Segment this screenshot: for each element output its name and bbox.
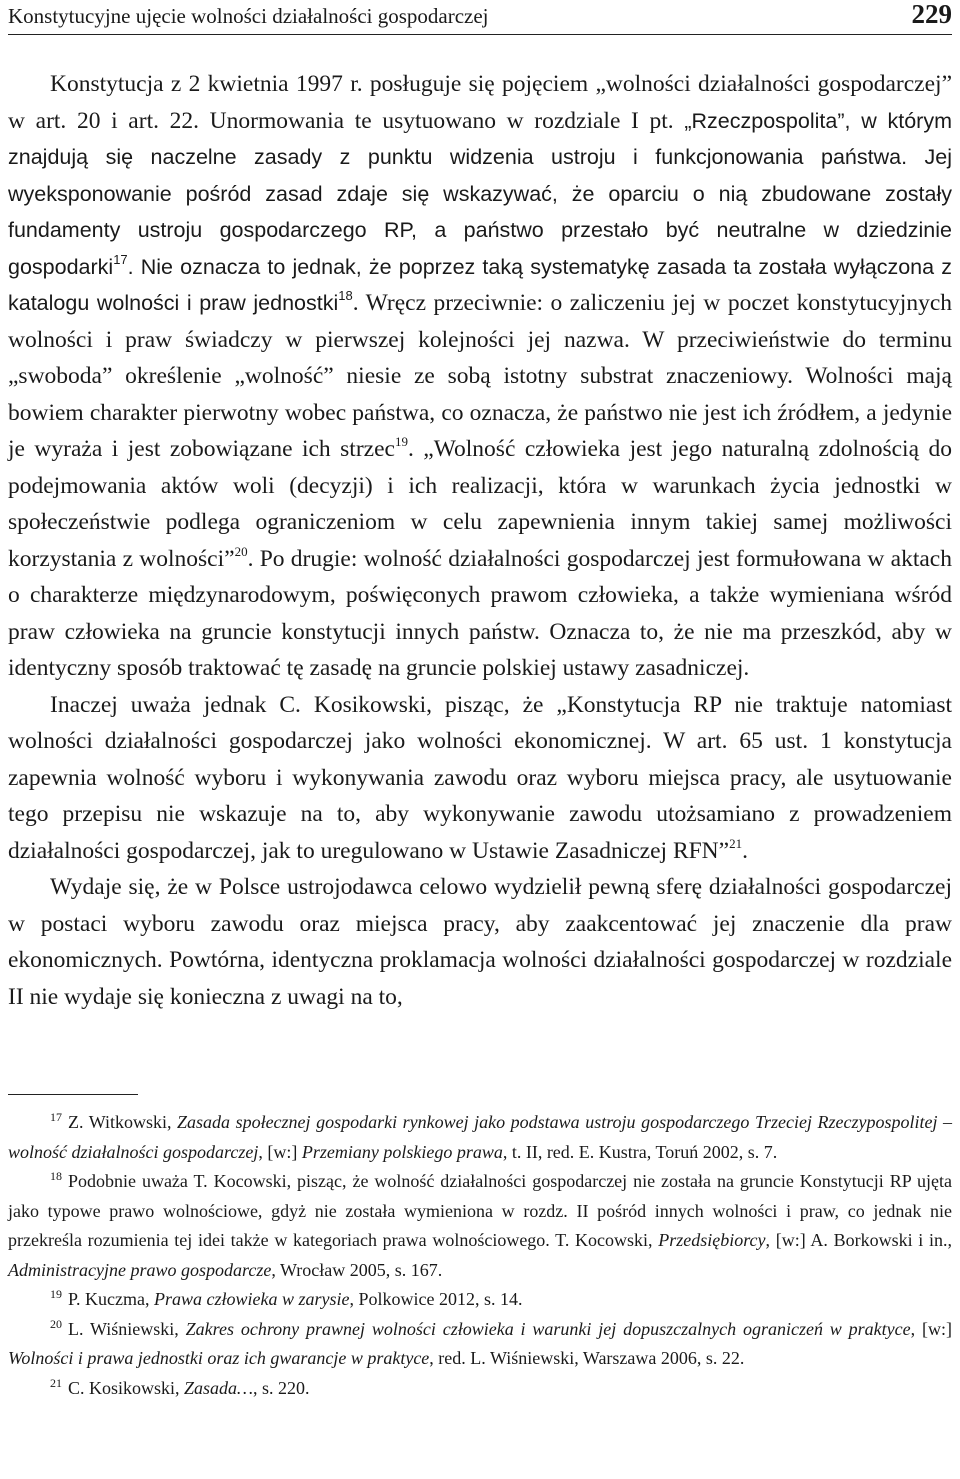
footnote-title: Wolności i prawa jednostki oraz ich gwarancje w praktyce <box>8 1348 430 1368</box>
running-title: Konstytucyjne ujęcie wolności działalności gospodarczej <box>8 4 489 28</box>
text-run: . „Wolność człowieka jest jego naturalną zdolnością do podejmowania aktów woli (decyzji) i ich realizacji, która w warunkach życia jednostki w społeczeństwie podlega ograniczeniom w celu zapewnienia innym takiej samej możliwości korzystania z wolności” <box>8 436 952 572</box>
footnote-text: P. Kuczma, <box>68 1289 154 1309</box>
paragraph-1: Konstytucja z 2 kwietnia 1997 r. posługuje się pojęciem „wolności działalności gospodarczej” w art. 20 i art. 22. Unormowania te usytuowano w rozdziale I pt. „Rzeczpospolita”, w którym znajdują się naczelne zasady z punktu widzenia ustroju i funkcjonowania państwa. Jej wyeksponowanie pośród zasad zdaje się wskazywać, że oparciu o nią zbudowane zostały fundamenty ustroju gospodarczego RP, a państwo przestało być neutralne w dziedzinie gospodarki$^{17}$. Nie oznacza to jednak, że poprzez taką systematykę zasada ta została wyłączona z katalogu wolności i praw jednostki$^{18}$. Wręcz przeciwnie: o zaliczeniu jej w poczet konstytucyjnych wolności i praw świadczy w pierwszej kolejności jej nazwa. W przeciwieństwie do terminu „swoboda” określenie „wolność” niesie ze sobą istotny substrat znaczeniowy. Wolności mają bowiem charakter pierwotny wobec państwa, co oznacza, że państwo nie jest ich źródłem, a jedynie je wyraża i jest zobowiązane ich strzec$^{19}$. „Wolność człowieka jest jego naturalną zdolnością do podejmowania aktów woli (decyzji) i ich realizacji, która w warunkach życia jednostki w społeczeństwie podlega ograniczeniom w celu zapewnienia innym takiej samej możliwości korzystania z wolności”$^{20}$. Po drugie: wolność działalności gospodarczej jest formułowana w aktach o charakterze międzynarodowym, poświęconych prawom człowieka, a także wymieniana wśród praw człowieka na gruncie konstytucji innych państw. Oznacza to, że nie ma przeszkód, aby w identyczny sposób traktować tę zasadę na gruncie polskiej ustawy zasadniczej. <box>8 71 953 681</box>
footnote-number: 19 <box>50 1287 62 1301</box>
footnote-text: , red. L. Wiśniewski, Warszawa 2006, s. 22. <box>429 1348 745 1368</box>
footnote-text: , [w:] <box>258 1141 302 1162</box>
footnote-number: 18 <box>50 1169 62 1183</box>
footnote-separator <box>8 1094 138 1095</box>
footnote-text: , Polkowice 2012, s. 14. <box>349 1289 523 1309</box>
text-run: Wydaje się, że w Polsce ustrojodawca celowo wydzielił pewną sferę działalności gospodarczej w postaci wyboru zawodu oraz miejsca pracy, aby zaakcentować jej znaczenie dla praw ekonomicznych. Powtórna, identyczna proklamacja wolności działalności gospodarczej w rozdziale II nie wydaje się konieczna z uwagi na to, <box>8 874 952 1010</box>
paragraph-3 <box>8 869 952 1015</box>
text-run: . <box>742 837 748 864</box>
page-number: 229 <box>911 0 952 29</box>
paragraph-2 <box>8 687 952 870</box>
footnote-text: , t. II, red. E. Kustra, Toruń 2002, s. 7. <box>502 1141 778 1162</box>
footnote-title: Zakres ochrony prawnej wolności człowieka i warunki jej dopuszczalnych ograniczeń w praktyce <box>185 1318 911 1339</box>
footnote-18 <box>8 1167 952 1285</box>
main-text <box>8 66 952 1015</box>
footnote-17 <box>8 1108 952 1167</box>
footnote-ref-18: 18 <box>338 288 353 304</box>
footnote-text: Z. Witkowski, <box>68 1112 178 1132</box>
footnote-number: 17 <box>50 1110 62 1124</box>
footnote-ref-21: 21 <box>729 835 743 851</box>
footnote-title: Administracyjne prawo gospodarcze <box>8 1259 272 1280</box>
footnote-19 <box>8 1285 952 1315</box>
text-run: Konstytucja z 2 kwietnia 1997 r. posługuje się pojęciem „wolności działalności gospodarczej” w art. 20 i art. 22. Unormowania te usytuowano w rozdziale I pt. <box>8 71 952 134</box>
footnote-21 <box>8 1374 952 1404</box>
text-run: Nie oznacza to jednak, że poprzez taką systematykę zasada ta została wyłączona z katalogu wolności i praw jednostki <box>8 254 953 315</box>
footnote-20 <box>8 1315 952 1374</box>
footnote-title: Przemiany polskiego prawa <box>301 1141 503 1162</box>
footnote-text: , s. 220. <box>253 1377 310 1398</box>
page-header <box>8 0 952 35</box>
footnote-title: Prawa człowieka w zarysie <box>153 1289 350 1309</box>
text-run: . Po drugie: wolność działalności gospodarczej jest formułowana w aktach o charakterze międzynarodowym, poświęconych prawom człowieka, a także wymieniana wśród praw człowieka na gruncie konstytucji innych państw. Oznacza to, że nie ma przeszkód, aby w identyczny sposób traktować tę zasadę na gruncie polskiej ustawy zasadniczej. <box>8 545 952 681</box>
footnote-number: 20 <box>50 1316 62 1331</box>
footnote-title: Zasada… <box>184 1377 254 1398</box>
footnote-text: , Wrocław 2005, s. 167. <box>271 1259 443 1280</box>
footnote-title: Przedsiębiorcy <box>658 1230 766 1250</box>
text-run: Inaczej uważa jednak C. Kosikowski, pisząc, że „Konstytucja RP nie traktuje natomiast wolności działalności gospodarczej jako wolności ekonomicznej. W art. 65 ust. 1 konstytucja zapewnia wolność wyboru i wykonywania zawodu oraz wyboru miejsca pracy, ale usytuowanie tego przepisu nie wskazuje na to, aby wykonywanie zawodu utożsamiano z prowadzeniem działalności gospodarczej, jak to uregulowano w Ustawie Zasadniczej RFN” <box>8 691 952 864</box>
footnote-ref-17: 17 <box>113 251 128 267</box>
footnote-title: Zasada społecznej gospodarki rynkowej jako podstawa ustroju gospodarczego Trzeciej Rzeczypospolitej – wolność działalności gospodarczej <box>8 1112 952 1162</box>
footnote-text: , [w:] A. Borkowski i in., <box>765 1230 952 1250</box>
footnote-ref-20: 20 <box>234 543 248 559</box>
footnote-text: Podobnie uważa T. Kocowski, pisząc, że wolność działalności gospodarczej nie została na gruncie Konstytucji RP ujęta jako typowe prawo wolnościowe, gdyż nie została wymieniona w rozdz. II pośród innych wolności i praw, co jednak nie przekreśla rozumienia tej idei także w kategoriach prawa wolnościowego. T. Kocowski, <box>8 1171 952 1250</box>
text-run: . Wręcz przeciwnie: o zaliczeniu jej w poczet konstytucyjnych wolności i praw świadczy w pierwszej kolejności jej nazwa. W przeciwieństwie do terminu „swoboda” określenie „wolność” niesie ze sobą istotny substrat znaczeniowy. Wolności mają bowiem charakter pierwotny wobec państwa, co oznacza, że państwo nie jest ich źródłem, a jedynie je wyraża i jest zobowiązane ich strzec <box>8 290 952 462</box>
footnote-text: C. Kosikowski, <box>68 1377 185 1398</box>
footnote-text: L. Wiśniewski, <box>68 1318 186 1339</box>
text-run: „Rzeczpospolita”, w którym znajdują się naczelne zasady z punktu widzenia ustroju i funkcjonowania państwa. Jej wyeksponowanie pośród zasad zdaje się wskazywać, że oparciu o nią zbudowane zostały fundamenty ustroju gospodarczego RP, a państwo przestało być neutralne w dziedzinie gospodarki <box>8 108 952 279</box>
footnote-number: 21 <box>50 1375 62 1390</box>
footnote-text: , [w:] <box>910 1318 952 1339</box>
footnote-ref-19: 19 <box>394 434 408 450</box>
footnotes <box>8 1108 952 1403</box>
